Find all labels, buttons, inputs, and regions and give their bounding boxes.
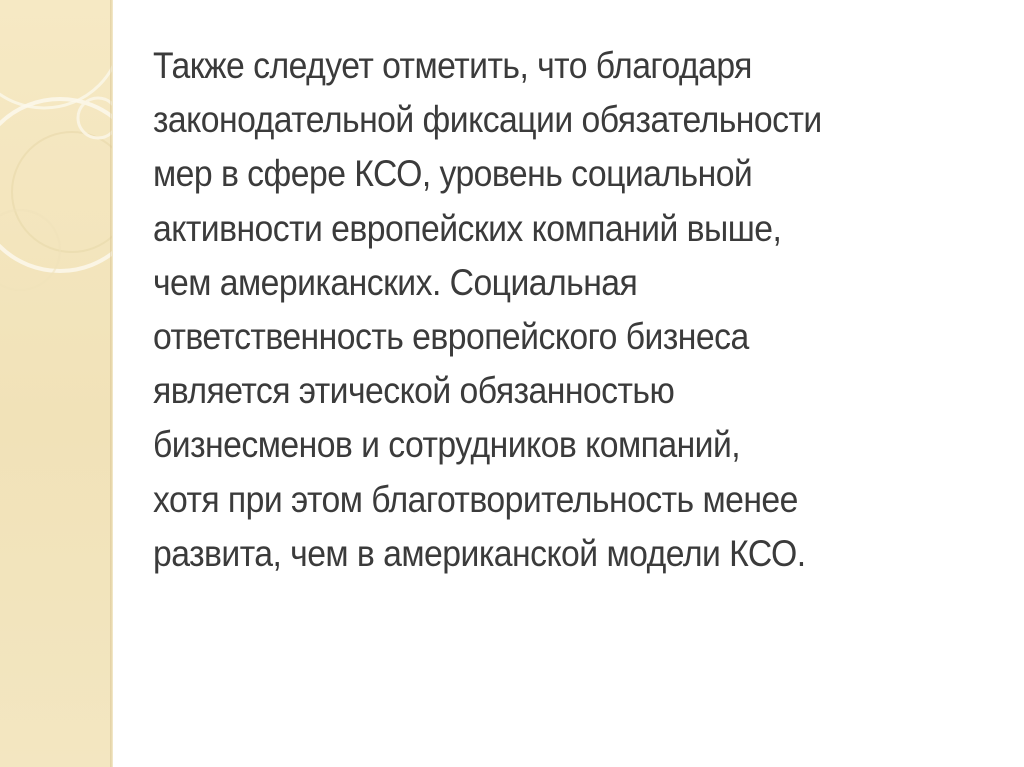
text-line: мер в сфере КСО, уровень социальной bbox=[153, 152, 753, 195]
text-line: активности европейских компаний выше, bbox=[153, 206, 782, 249]
text-line: чем американских. Социальная bbox=[153, 260, 638, 303]
text-line: хотя при этом благотворительность менее bbox=[153, 477, 798, 520]
text-line: бизнесменов и сотрудников компаний, bbox=[153, 423, 741, 466]
content-area bbox=[113, 0, 1024, 767]
text-line: ответственность европейского бизнеса bbox=[153, 315, 749, 358]
decorative-sidebar bbox=[0, 0, 112, 767]
text-line: Также следует отметить, что благодаря bbox=[153, 44, 752, 86]
circle-ornament-icon bbox=[0, 0, 112, 360]
text-line: законодательной фиксации обязательности bbox=[153, 98, 822, 141]
text-line: является этической обязанностью bbox=[153, 369, 675, 412]
text-line: развита, чем в американской модели КСО. bbox=[153, 531, 806, 574]
body-paragraph bbox=[153, 38, 927, 580]
